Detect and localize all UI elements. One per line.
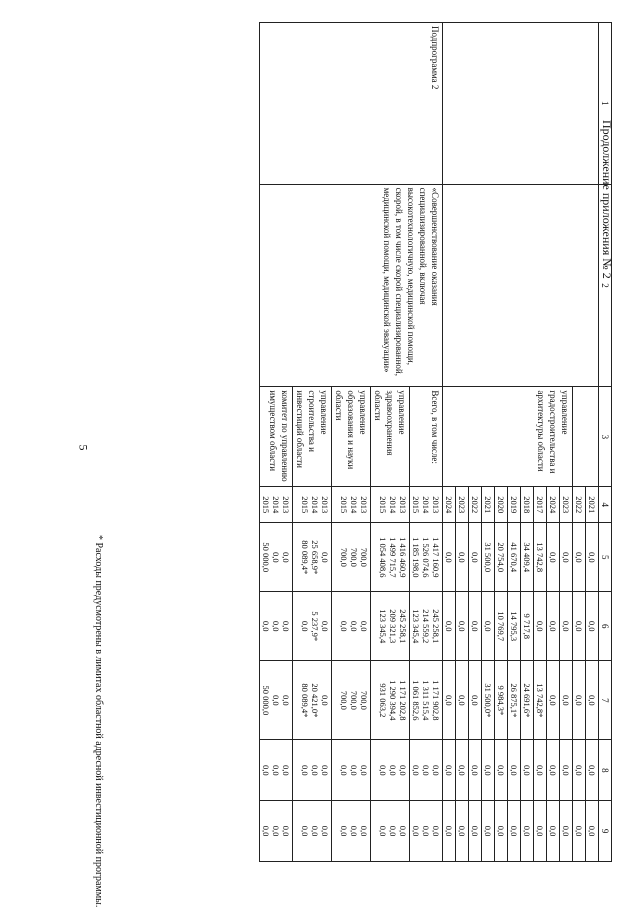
year-value: 2013 [431, 496, 441, 514]
year-value: 2014 [388, 496, 398, 514]
cell-value: 700,0 [349, 690, 359, 710]
value-cell: 0,0 [534, 740, 547, 801]
year-value: 2014 [421, 496, 431, 514]
value-cell: 0,0 [469, 801, 482, 862]
value-cell: 26 875,1* [508, 661, 521, 740]
cell-value: 0,0 [421, 825, 431, 837]
year-cell: 2024 [443, 487, 456, 523]
value-cell: 0,0 [469, 523, 482, 592]
subprogram-name: «Совершенствование оказания специализированной, включая высокотехнологичную, медицинской помощи, скорой, в том числе скорой специализированной, медицинской помощи, медицинской эвакуации» [260, 184, 443, 387]
cell-value: 50 000,0 [261, 542, 271, 573]
cell-value: 50 000,0 [261, 685, 271, 716]
cell-value: 0,0 [411, 825, 421, 837]
value-cell: 20 754,0 [495, 523, 508, 592]
year-stack [293, 487, 332, 523]
value-cell: 0,0 [482, 592, 495, 661]
cell-value: 0,0 [349, 825, 359, 837]
cell-value: 0,0 [261, 765, 271, 776]
cell-value: 0,0 [271, 765, 281, 776]
value-cell: 0,0 [443, 523, 456, 592]
value-cell: 0,0 [482, 801, 495, 862]
value-stack [371, 740, 410, 801]
year-value: 2013 [398, 496, 408, 514]
value-cell: 13 742,8* [534, 661, 547, 740]
cell-value: 245 258,1 [431, 609, 441, 644]
value-cell: 0,0 [482, 740, 495, 801]
empty-cell-col2 [443, 184, 599, 387]
value-cell: 0,0 [586, 661, 599, 740]
value-cell: 0,0 [495, 740, 508, 801]
cell-value: 0,0 [271, 620, 281, 632]
year-value: 2015 [300, 496, 310, 514]
cell-value: 0,0 [388, 825, 398, 837]
cell-value: 0,0 [339, 620, 349, 632]
value-cell: 9 717,8 [521, 592, 534, 661]
cell-value: 1 061 852,6 [411, 680, 421, 721]
value-cell: 0,0 [547, 801, 560, 862]
year-value: 2015 [378, 496, 388, 514]
year-value: 2013 [320, 496, 330, 514]
value-cell: 0,0 [456, 801, 469, 862]
year-stack [332, 487, 371, 523]
value-stack [371, 801, 410, 862]
value-stack [293, 523, 332, 592]
cell-value: 1 526 074,6 [421, 537, 431, 578]
value-cell: 9 984,3* [495, 661, 508, 740]
year-cell: 2022 [469, 487, 482, 523]
value-cell: 0,0 [586, 801, 599, 862]
value-cell: 31 500,0* [482, 661, 495, 740]
value-stack [260, 592, 293, 661]
cell-value: 0,0 [431, 825, 441, 837]
cell-value: 20 421,0* [310, 683, 320, 718]
executor-cell: управление градостроительства и архитектуры области [443, 387, 573, 487]
value-cell: 31 500,0 [482, 523, 495, 592]
value-cell: 0,0 [443, 661, 456, 740]
header-col-8: 8 [599, 740, 612, 801]
value-cell: 0,0 [495, 801, 508, 862]
year-value: 2014 [349, 496, 359, 514]
year-value: 2015 [411, 496, 421, 514]
header-col-6: 6 [599, 592, 612, 661]
cell-value: 0,0 [359, 825, 369, 837]
footnote: * Расходы предусмотрены в лимитах областной адресной инвестиционной программы. [93, 535, 104, 907]
cell-value: 700,0 [339, 690, 349, 710]
section-executor: Всего, в том числе: [410, 387, 443, 487]
value-cell: 0,0 [443, 740, 456, 801]
cell-value: 80 089,4* [300, 683, 310, 718]
value-cell: 0,0 [469, 592, 482, 661]
value-cell: 0,0 [573, 661, 586, 740]
value-cell: 0,0 [586, 592, 599, 661]
year-value: 2014 [310, 496, 320, 514]
cell-value: 0,0 [281, 551, 291, 563]
value-stack [332, 801, 371, 862]
cell-value: 931 063,2 [378, 683, 388, 718]
year-cell: 2021 [482, 487, 495, 523]
value-stack [293, 592, 332, 661]
cell-value: 0,0 [271, 551, 281, 563]
cell-value: 700,0 [339, 547, 349, 567]
cell-value: 700,0 [349, 547, 359, 567]
cell-value: 0,0 [421, 765, 431, 776]
cell-value: 1 185 198,0 [411, 537, 421, 578]
year-cell: 2023 [456, 487, 469, 523]
value-cell: 0,0 [573, 592, 586, 661]
subprogram-row [410, 23, 443, 862]
cell-value: 0,0 [261, 620, 271, 632]
cell-value: 0,0 [310, 765, 320, 776]
cell-value: 0,0 [339, 765, 349, 776]
value-cell: 0,0 [586, 740, 599, 801]
value-cell: 0,0 [573, 523, 586, 592]
year-value: 2015 [261, 496, 271, 514]
value-stack [332, 592, 371, 661]
cell-value: 0,0 [300, 825, 310, 837]
year-stack [371, 487, 410, 523]
value-cell: 0,0 [508, 801, 521, 862]
cell-value: 245 258,1 [398, 609, 408, 644]
value-stack [260, 740, 293, 801]
value-stack [371, 592, 410, 661]
executor-cell [573, 387, 599, 487]
cell-value: 0,0 [320, 695, 330, 706]
value-cell: 24 691,6* [521, 661, 534, 740]
value-cell: 41 670,4 [508, 523, 521, 592]
cell-value: 1 499 715,7 [388, 537, 398, 578]
continuation-title: Продолжение приложения № 2 [600, 120, 614, 279]
header-col-5: 5 [599, 523, 612, 592]
value-cell: 14 795,3 [508, 592, 521, 661]
header-col-4: 4 [599, 487, 612, 523]
value-cell: 0,0 [508, 740, 521, 801]
value-stack [410, 592, 443, 661]
value-cell: 0,0 [521, 801, 534, 862]
cell-value: 0,0 [281, 825, 291, 837]
header-col-3: 3 [599, 387, 612, 487]
cell-value: 0,0 [349, 620, 359, 632]
value-cell: 0,0 [456, 740, 469, 801]
cell-value: 0,0 [300, 765, 310, 776]
value-cell: 0,0 [586, 523, 599, 592]
value-cell: 34 409,4 [521, 523, 534, 592]
year-cell: 2023 [560, 487, 573, 523]
value-stack [410, 801, 443, 862]
value-cell: 0,0 [547, 592, 560, 661]
cell-value: 0,0 [320, 551, 330, 563]
cell-value: 1 417 160,9 [431, 537, 441, 578]
year-value: 2013 [281, 496, 291, 514]
cell-value: 0,0 [339, 825, 349, 837]
cell-value: 209 321,3 [388, 609, 398, 644]
value-cell: 0,0 [456, 592, 469, 661]
section-executor: управление образования и науки области [332, 387, 371, 487]
cell-value: 0,0 [378, 765, 388, 776]
cell-value: 0,0 [281, 695, 291, 706]
budget-table [259, 22, 612, 862]
value-cell: 0,0 [469, 740, 482, 801]
cell-value: 0,0 [271, 695, 281, 706]
cell-value: 1 311 515,4 [421, 680, 431, 721]
cell-value: 0,0 [320, 765, 330, 776]
value-stack [332, 740, 371, 801]
value-cell: 0,0 [534, 592, 547, 661]
value-cell: 0,0 [469, 661, 482, 740]
cell-value: 0,0 [310, 825, 320, 837]
value-stack [260, 801, 293, 862]
year-cell: 2019 [508, 487, 521, 523]
cell-value: 1 416 460,9 [398, 537, 408, 578]
header-col-9: 9 [599, 801, 612, 862]
value-cell: 0,0 [456, 523, 469, 592]
cell-value: 0,0 [411, 765, 421, 776]
value-cell: 0,0 [560, 801, 573, 862]
value-stack [410, 740, 443, 801]
cell-value: 1 171 902,8 [431, 680, 441, 721]
header-row [599, 23, 612, 862]
subprogram-body [260, 23, 443, 862]
value-cell: 13 742,8 [534, 523, 547, 592]
cell-value: 80 089,4* [300, 540, 310, 575]
year-cell: 2024 [547, 487, 560, 523]
value-cell: 0,0 [560, 661, 573, 740]
cell-value: 0,0 [359, 765, 369, 776]
value-stack [293, 801, 332, 862]
year-cell: 2017 [534, 487, 547, 523]
value-cell: 0,0 [521, 740, 534, 801]
value-stack [293, 661, 332, 740]
table-row [586, 23, 599, 862]
value-cell: 10 769,7 [495, 592, 508, 661]
value-stack [371, 523, 410, 592]
cell-value: 0,0 [398, 825, 408, 837]
value-cell: 0,0 [547, 523, 560, 592]
value-cell: 0,0 [443, 801, 456, 862]
cell-value: 25 658,9* [310, 540, 320, 575]
cell-value: 0,0 [281, 620, 291, 632]
cell-value: 0,0 [398, 765, 408, 776]
value-stack [332, 661, 371, 740]
rotated-table-container [112, 22, 612, 862]
value-stack [260, 661, 293, 740]
value-stack [371, 661, 410, 740]
value-cell: 0,0 [560, 740, 573, 801]
year-cell: 2022 [573, 487, 586, 523]
cell-value: 1 290 394,4 [388, 680, 398, 721]
value-cell: 0,0 [560, 592, 573, 661]
year-value: 2014 [271, 496, 281, 514]
value-cell: 0,0 [573, 801, 586, 862]
cell-value: 0,0 [300, 620, 310, 632]
value-cell: 0,0 [456, 661, 469, 740]
empty-cell-col1 [443, 23, 599, 185]
cell-value: 1 054 408,6 [378, 537, 388, 578]
cell-value: 0,0 [349, 765, 359, 776]
year-stack [410, 487, 443, 523]
cell-value: 0,0 [378, 825, 388, 837]
value-stack [410, 523, 443, 592]
header-col-1: 1 [599, 23, 612, 185]
year-value: 2015 [339, 496, 349, 514]
header-col-2: 2 [599, 184, 612, 387]
year-cell: 2021 [586, 487, 599, 523]
cell-value: 1 171 202,8 [398, 680, 408, 721]
section-executor: комитет по управлению имуществом области [260, 387, 293, 487]
value-cell: 0,0 [560, 523, 573, 592]
value-cell: 0,0 [443, 592, 456, 661]
cell-value: 0,0 [320, 620, 330, 632]
block1-body [443, 23, 599, 862]
cell-value: 0,0 [271, 825, 281, 837]
cell-value: 0,0 [359, 620, 369, 632]
header-col-7: 7 [599, 661, 612, 740]
year-cell: 2020 [495, 487, 508, 523]
cell-value: 214 559,2 [421, 609, 431, 644]
cell-value: 0,0 [261, 825, 271, 837]
section-executor: управление строительства и инвестиций области [293, 387, 332, 487]
cell-value: 700,0 [359, 690, 369, 710]
year-stack [260, 487, 293, 523]
value-cell: 0,0 [547, 661, 560, 740]
cell-value: 123 345,4 [411, 609, 421, 644]
subprogram-label: Подпрограмма 2 [260, 23, 443, 185]
cell-value: 0,0 [388, 765, 398, 776]
year-cell: 2018 [521, 487, 534, 523]
cell-value: 0,0 [281, 765, 291, 776]
value-stack [260, 523, 293, 592]
cell-value: 700,0 [359, 547, 369, 567]
value-stack [293, 740, 332, 801]
cell-value: 0,0 [431, 765, 441, 776]
value-stack [332, 523, 371, 592]
cell-value: 0,0 [320, 825, 330, 837]
value-cell: 0,0 [547, 740, 560, 801]
cell-value: 123 345,4 [378, 609, 388, 644]
value-cell: 0,0 [573, 740, 586, 801]
value-cell: 0,0 [534, 801, 547, 862]
value-stack [410, 661, 443, 740]
section-executor: управление здравоохранения области [371, 387, 410, 487]
year-value: 2013 [359, 496, 369, 514]
cell-value: 5 237,9* [310, 611, 320, 642]
page-number: 5 [76, 444, 91, 451]
